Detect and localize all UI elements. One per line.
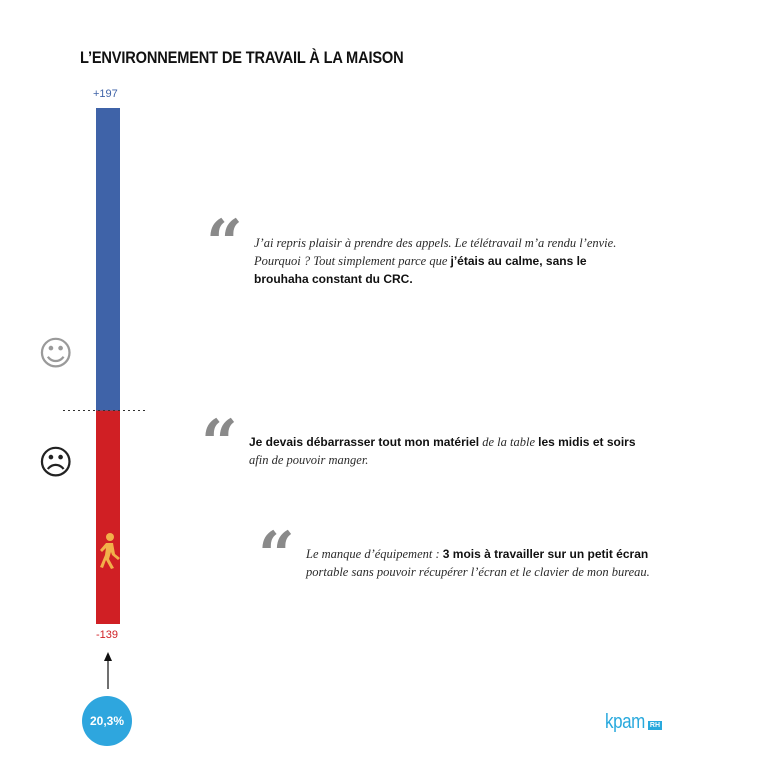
quote-3-bold: 3 mois à travailler sur un petit écran	[442, 547, 649, 561]
quote-1-text: J’ai repris plaisir à prendre des appels. Le télétravail m’a rendu l’envie. Pourquoi ? Tout simplement parce que	[254, 236, 617, 268]
page-title: L’ENVIRONNEMENT DE TRAVAIL À LA MAISON	[80, 48, 404, 67]
sad-face-icon: ☹	[38, 443, 74, 483]
quote-2	[249, 433, 649, 469]
quote-1	[254, 234, 634, 288]
negative-value-label: -139	[96, 629, 119, 641]
quote-2-text-1: de la table	[479, 435, 539, 449]
quote-2-text-2: afin de pouvoir manger.	[249, 453, 369, 467]
quote-mark-icon: “	[206, 206, 243, 281]
quote-3	[306, 545, 686, 581]
quote-3-text-2: portable sans pouvoir récupérer l’écran et le clavier de mon bureau.	[306, 565, 650, 579]
quote-2-bold-2: les midis et soirs	[538, 435, 636, 449]
quote-3-text-1: Le manque d’équipement :	[306, 547, 443, 561]
positive-value-label: +197	[93, 88, 118, 100]
percentage-badge: 20,3%	[82, 696, 132, 746]
happy-face-icon: ☺	[38, 334, 74, 374]
logo-suffix: RH	[649, 722, 661, 729]
positive-bar	[96, 108, 120, 411]
walking-person-icon	[94, 532, 124, 570]
quote-mark-icon: “	[258, 518, 295, 593]
logo-name: kpam	[605, 711, 645, 733]
arrow-head-icon	[104, 652, 112, 661]
quote-mark-icon: “	[201, 406, 238, 481]
quote-1-bold: j’étais au calme, sans le brouhaha constant du CRC.	[254, 254, 587, 286]
kpam-logo	[605, 712, 662, 732]
quote-2-bold-1: Je devais débarrasser tout mon matériel	[249, 435, 480, 449]
negative-bar	[96, 411, 120, 624]
